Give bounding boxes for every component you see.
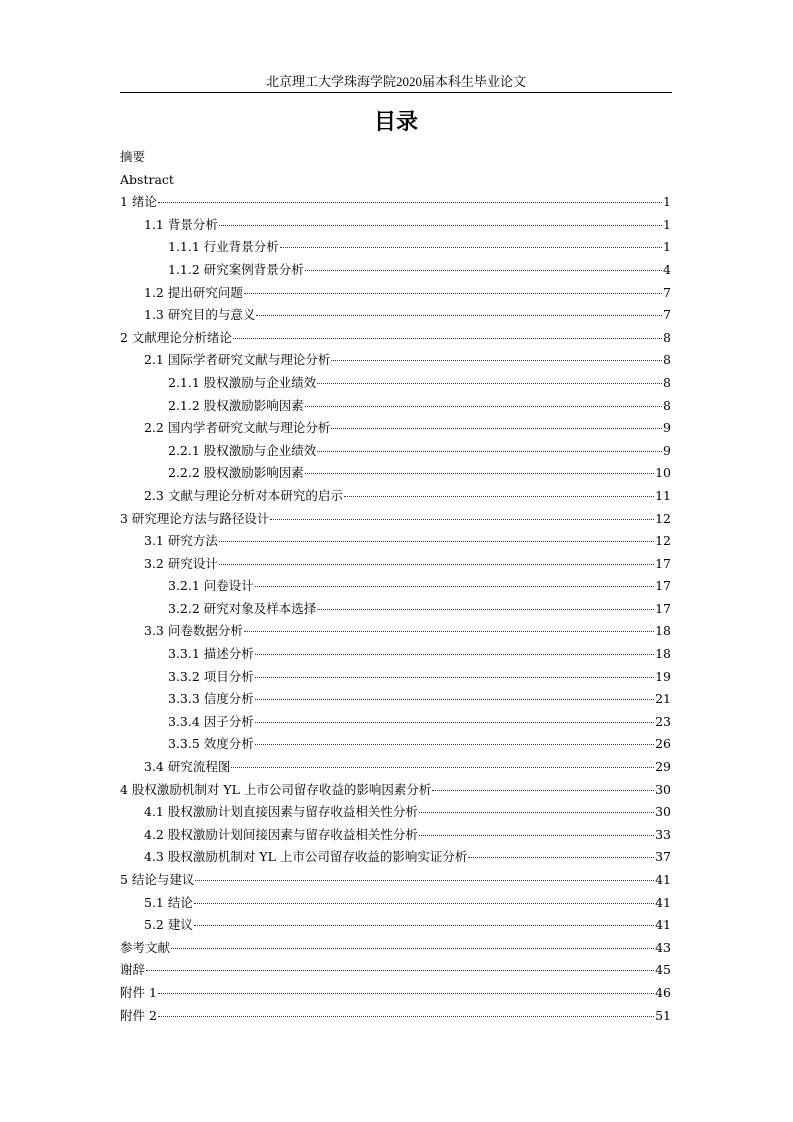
toc-entry-page-number: 8 [663,374,671,390]
toc-entry[interactable] [120,169,671,192]
dot-leader [194,925,654,926]
toc-entry[interactable] [120,553,671,576]
toc-entry[interactable] [120,869,671,892]
toc-entry-page-number: 29 [655,759,671,775]
toc-entry-label: 3.2 研究设计 [144,555,218,571]
toc-entry-label: 3.3 问卷数据分析 [144,623,243,639]
toc-entry[interactable] [120,146,671,169]
toc-entry[interactable] [120,236,671,259]
toc-entry[interactable] [120,598,671,621]
toc-entry-page-number: 17 [655,578,671,594]
toc-entry[interactable] [120,1005,671,1028]
toc-entry[interactable] [120,914,671,937]
toc-entry[interactable] [120,733,671,756]
toc-entry-label: 1.2 提出研究问题 [144,284,243,300]
dot-leader [305,270,662,271]
toc-entry-label: 参考文献 [120,939,171,955]
dot-leader [244,631,654,632]
dot-leader [158,1016,654,1017]
dot-leader [158,993,654,994]
dot-leader [317,383,662,384]
toc-entry-page-number: 18 [655,646,671,662]
toc-entry[interactable] [120,711,671,734]
toc-entry[interactable] [120,575,671,598]
toc-entry-page-number: 26 [655,736,671,752]
toc-entry-page-number: 8 [663,329,671,345]
toc-entry-label: Abstract [120,171,174,187]
toc-entry-page-number: 41 [655,917,671,933]
dot-leader [158,202,662,203]
toc-entry-label: 2 文献理论分析绪论 [120,329,232,345]
dot-leader [419,812,654,813]
toc-entry-page-number: 4 [663,261,671,277]
toc-entry-page-number: 33 [655,826,671,842]
toc-entry[interactable] [120,643,671,666]
toc-entry[interactable] [120,349,671,372]
toc-entry-page-number: 7 [663,307,671,323]
dot-leader [219,541,654,542]
dot-leader [219,225,662,226]
toc-entry-page-number: 9 [663,442,671,458]
toc-entry[interactable] [120,666,671,689]
dot-leader [419,835,654,836]
toc-entry[interactable] [120,801,671,824]
toc-entry-label: 3.4 研究流程图 [144,759,231,775]
toc-entry-page-number: 9 [663,420,671,436]
toc-entry[interactable] [120,779,671,802]
toc-entry-page-number: 8 [663,352,671,368]
dot-leader [219,564,654,565]
toc-entry[interactable] [120,462,671,485]
toc-entry-page-number: 1 [663,194,671,210]
toc-entry-page-number: 51 [655,1007,671,1023]
toc-entry[interactable] [120,530,671,553]
toc-entry-label: 2.1.1 股权激励与企业绩效 [168,374,317,390]
toc-entry-label: 4.3 股权激励机制对 YL 上市公司留存收益的影响实证分析 [144,849,468,865]
toc-entry-page-number: 21 [655,691,671,707]
toc-entry-label: 3.3.3 信度分析 [168,691,254,707]
toc-entry-label: 2.2.2 股权激励影响因素 [168,465,304,481]
toc-entry-label: 2.1.2 股权激励影响因素 [168,397,304,413]
toc-entry[interactable] [120,191,671,214]
toc-entry-label: 4.2 股权激励计划间接因素与留存收益相关性分析 [144,826,418,842]
dot-leader [280,247,662,248]
toc-entry[interactable] [120,846,671,869]
toc-entry[interactable] [120,937,671,960]
toc-entry[interactable] [120,327,671,350]
toc-entry-label: 3.2.1 问卷设计 [168,578,254,594]
toc-entry-label: 1.1.2 研究案例背景分析 [168,261,304,277]
toc-entry-page-number: 30 [655,781,671,797]
toc-entry-page-number: 18 [655,623,671,639]
toc-entry-page-number: 7 [663,284,671,300]
toc-entry-label: 5 结论与建议 [120,872,195,887]
dot-leader [146,970,654,971]
toc-entry-label: 3.3.2 项目分析 [168,668,254,684]
toc-entry-page-number: 12 [655,533,671,549]
toc-entry-page-number: 43 [655,939,671,955]
toc-entry[interactable] [120,259,671,282]
toc-entry[interactable] [120,440,671,463]
toc-entry-label: 附件 2 [120,1007,157,1023]
toc-entry[interactable] [120,282,671,305]
dot-leader [255,654,654,655]
toc-entry-page-number: 10 [655,465,671,481]
toc-entry[interactable] [120,688,671,711]
toc-entry[interactable] [120,756,671,779]
dot-leader [255,677,654,678]
toc-entry-label: 1.1.1 行业背景分析 [168,239,279,255]
dot-leader [468,857,654,858]
dot-leader [255,744,654,745]
dot-leader [432,790,654,791]
toc-entry-label: 1 绪论 [120,194,157,210]
toc-entry[interactable] [120,508,671,531]
toc-entry-label: 3.1 研究方法 [144,533,218,549]
toc-entry-page-number: 23 [655,713,671,729]
toc-entry-label: 2.2 国内学者研究文献与理论分析 [144,420,331,436]
dot-leader [317,609,654,610]
toc-entry[interactable] [120,982,671,1005]
dot-leader [231,767,654,768]
toc-entry-label: 3 研究理论方法与路径设计 [120,510,270,526]
toc-entry-label: 5.2 建议 [144,917,193,933]
toc-entry-page-number: 41 [655,894,671,910]
toc-entry-label: 3.3.4 因子分析 [168,713,254,729]
dot-leader [255,722,654,723]
toc-entry-page-number: 45 [655,962,671,978]
toc-entry[interactable] [120,959,671,982]
toc-entry[interactable] [120,620,671,643]
toc-entry-label: 2.3 文献与理论分析对本研究的启示 [144,487,343,503]
toc-entry-label: 1.1 背景分析 [144,216,218,232]
toc-entry-label: 附件 1 [120,984,157,1000]
toc-entry-label: 3.3.5 效度分析 [168,736,254,752]
toc-entry-label: 谢辞 [120,962,146,978]
toc-entry-page-number: 8 [663,397,671,413]
toc-entry-label: 3.2.2 研究对象及样本选择 [168,600,317,616]
toc-entry[interactable] [120,485,671,508]
dot-leader [194,903,654,904]
toc-entry-label: 4 股权激励机制对 YL 上市公司留存收益的影响因素分析 [120,781,432,797]
toc-entry[interactable] [120,304,671,327]
dot-leader [270,519,654,520]
toc-entry-page-number: 41 [655,872,671,887]
dot-leader [305,473,654,474]
toc-entry-label: 4.1 股权激励计划直接因素与留存收益相关性分析 [144,804,418,820]
toc-entry-page-number: 1 [663,239,671,255]
running-header: 北京理工大学珠海学院2020届本科生毕业论文 [265,74,526,89]
toc-entry[interactable] [120,395,671,418]
dot-leader [317,451,662,452]
toc-entry[interactable] [120,892,671,915]
toc-entry[interactable] [120,824,671,847]
toc-entry-page-number: 1 [663,216,671,232]
dot-leader [255,699,654,700]
dot-leader [331,360,662,361]
toc-entry-page-number: 46 [655,984,671,1000]
toc-title: 目录 [373,110,418,135]
dot-leader [195,880,654,881]
table-of-contents [120,146,671,1027]
toc-entry-page-number: 30 [655,804,671,820]
toc-entry[interactable] [120,417,671,440]
toc-entry-page-number: 11 [655,487,671,503]
dot-leader [344,496,654,497]
dot-leader [256,315,662,316]
toc-entry[interactable] [120,372,671,395]
toc-entry-page-number: 37 [655,849,671,865]
toc-entry-page-number: 12 [655,510,671,526]
toc-entry-label: 5.1 结论 [144,894,193,910]
dot-leader [305,406,662,407]
toc-entry[interactable] [120,214,671,237]
header-rule [120,92,672,93]
dot-leader [255,586,654,587]
dot-leader [233,338,662,339]
toc-entry-label: 2.2.1 股权激励与企业绩效 [168,442,317,458]
toc-entry-label: 3.3.1 描述分析 [168,646,254,662]
toc-entry-page-number: 17 [655,555,671,571]
toc-entry-label: 摘要 [120,149,146,164]
toc-entry-label: 2.1 国际学者研究文献与理论分析 [144,352,331,368]
toc-entry-label: 1.3 研究目的与意义 [144,307,256,323]
toc-entry-page-number: 17 [655,600,671,616]
toc-entry-page-number: 19 [655,668,671,684]
dot-leader [244,293,662,294]
dot-leader [331,428,662,429]
dot-leader [171,948,654,949]
